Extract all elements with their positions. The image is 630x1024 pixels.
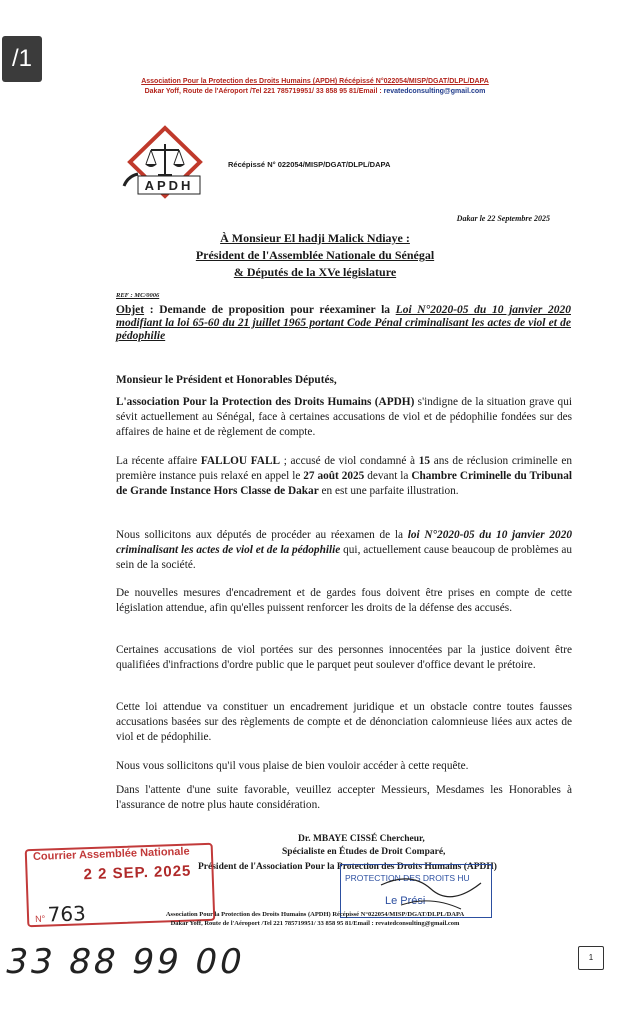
footer-line-2: Dakar Yoff, Route de l'Aéroport /Tel 221 785719951/ 33 858 95 81/Email : revatedconsulting@gmail.com [170, 920, 460, 927]
paragraph-7: Nous vous sollicitons qu'il vous plaise de bien vouloir accéder à cette requête. [116, 760, 469, 772]
paragraph-6: Cette loi attendue va constituer un encadrement juridique et un obstacle contre toutes fausses accusations basées sur des règlements de compte et de dénonciation calomnieuse liées aux actes de viol et de pédophilie. [116, 701, 572, 743]
scales-of-justice-icon [118, 124, 212, 200]
receipt-number: Récépissé N° 022054/MISP/DGAT/DLPL/DAPA [228, 160, 391, 169]
association-stamp [340, 864, 492, 918]
reference: REF : MC/0006 [116, 292, 160, 299]
paragraph-5: Certaines accusations de viol portées sur des personnes innocentées par la justice doivent être qualifiées d'infractions d'ordre public que le parquet peut soulever d'office devant le prétoire. [116, 644, 572, 671]
addressee-line-1: À Monsieur El hadji Malick Ndiaye : [220, 231, 410, 245]
association-stamp-line-1: PROTECTION DES DROITS HU [345, 873, 470, 883]
page-count-badge[interactable]: /1 [2, 36, 42, 82]
stamp-number: 763 [47, 901, 87, 927]
signatory-name: Dr. MBAYE CISSÉ Chercheur, [298, 834, 425, 844]
letterhead-line-2 [0, 88, 630, 95]
logo-text: APDH [144, 178, 194, 193]
apdh-logo [118, 124, 212, 200]
letter-date: Dakar le 22 Septembre 2025 [456, 214, 550, 223]
letterhead-address: Dakar Yoff, Route de l'Aéroport /Tel 221 785719951/ 33 858 95 81/Email : [144, 88, 384, 95]
stamp-date: 2 2 SEP. 2025 [83, 862, 192, 884]
paragraph-2: La récente affaire FALLOU FALL ; accusé de viol condamné à 15 ans de réclusion criminelle en première instance puis relaxé en appel le 27 août 2025 devant la Chambre Criminelle du Tribunal de Grande Instance Hors Classe de Dakar en est une parfaite illustration. [116, 455, 572, 497]
letterhead-email: revatedconsulting@gmail.com [383, 88, 486, 95]
signatory-title: Spécialiste en Études de Droit Comparé, [282, 847, 446, 857]
letter-subject [116, 304, 571, 343]
page-number: 1 [578, 946, 604, 970]
paragraph-8: Dans l'attente d'une suite favorable, veuillez accepter Messieurs, Mesdames les Honorables à l'assurance de notre plus haute considération. [116, 784, 572, 811]
signature-scribble [341, 865, 491, 917]
salutation: Monsieur le Président et Honorables Députés, [116, 374, 337, 386]
stamp-number-label: N° [34, 913, 46, 924]
subject-label: Objet [116, 304, 145, 316]
paragraph-4: De nouvelles mesures d'encadrement et de gardes fous doivent être prises en compte de cette législation attendue, afin qu'elles puissent renforcer les droits de la défense des accusés. [116, 587, 572, 614]
subject-law: Loi N°2020-05 du 10 janvier 2020 modifiant la loi 65-60 du 21 juillet 1965 portant Code Pénal criminalisant les actes de viol et de pédophilie [116, 304, 571, 342]
addressee-line-3: & Députés de la XVe législature [233, 265, 397, 279]
letterhead-line-1: Association Pour la Protection des Droits Humains (APDH) Récépissé N°022054/MISP/DGAT/DLPL/DAPA [141, 78, 489, 85]
paragraph-1: L'association Pour la Protection des Droits Humains (APDH) s'indigne de la situation grave qui sévit actuellement au Sénégal, face à certaines accusations de viol et de pédophilie fondées sur des affaires de haine et de règlement de compte. [116, 396, 572, 438]
association-stamp-line-2: Le Prési [385, 895, 426, 907]
addressee-line-2: Président de l'Assemblée Nationale du Sénégal [195, 248, 435, 262]
signatory-role: Président de l'Association Pour la Protection des Droits Humains (APDH) [198, 862, 497, 872]
handwritten-number: 33 88 99 00 [1, 942, 249, 982]
footer-line-1: Association Pour la Protection des Droits Humains (APDH) Récépissé N°022054/MISP/DGAT/DLPL/DAPA [165, 911, 465, 918]
paragraph-3: Nous sollicitons aux députés de procéder au réexamen de la loi N°2020-05 du 10 janvier 2020 criminalisant les actes de viol et de la pédophilie qui, actuellement cause beaucoup de problèmes au sein de la société. [116, 529, 572, 571]
subject-text: : Demande de proposition pour réexaminer la [144, 304, 396, 316]
stamp-title: Courrier Assemblée Nationale [32, 845, 190, 864]
